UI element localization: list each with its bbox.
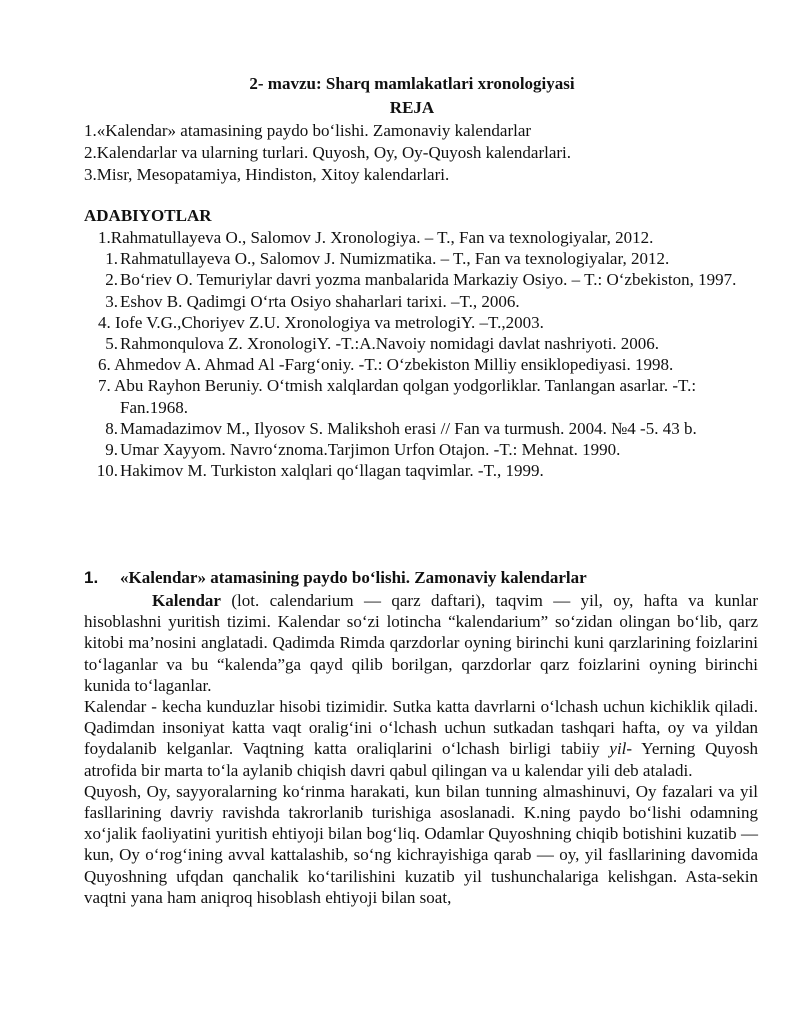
paragraph [84,696,758,781]
plan-heading: REJA [389,98,435,117]
reference-number: 4. [98,312,111,332]
reference-number: 8. [105,418,118,438]
reference-text: Rahmatullayeva O., Salomov J. Xronologiya. – T., Fan va texnologiyalar, 2012. [110,228,654,247]
reference-item [84,227,764,248]
paragraph-text: Kalendar - kecha kunduzlar hisobi tizimidir. Sutka katta davrlarni o‘lchash uchun kichiklik qiladi. Qadimdan insoniyat katta vaqt oralig‘ini o‘lchash uchun sutkadan tashqari hafta, oy va yildan foydalanib kelganlar. Vaqtning katta oraliqlarini o‘lchash birligi tabiiy [84,697,758,759]
reference-text: Iofe V.G.,Choriyev Z.U. Xronologiya va metrologiY. –T.,2003. [115,312,544,332]
plan-item: 2.Kalendarlar va ularning turlari. Quyosh, Oy, Oy-Quyosh kalendarlari. [84,143,572,162]
reference-item [84,333,764,354]
references-heading: ADABIYOTLAR [84,206,212,225]
italic-term: yil- [609,739,633,759]
reference-text-continued: Fan.1968. [120,397,188,417]
reference-item [84,439,764,460]
reference-number: 1. [105,249,118,269]
reference-number: 10. [96,461,118,481]
reference-number: 3. [105,291,118,311]
reference-text: Mamadazimov M., Ilyosov S. Malikshoh erasi // Fan va turmush. 2004. №4 -5. 43 b. [120,418,697,438]
reference-item [84,269,764,290]
paragraph-text: Quyosh, Oy, sayyoralarning ko‘rinma harakati, kun bilan tunning almashinuvi, Oy fazalari va yil fasllarining davriy ravishda takrorlanib turishiga asoslanadi. K.ning paydo bo‘lishi odamning xo‘jalik faoliyatini yuritish ehtiyoji bilan bog‘liq. Odamlar Quyoshning chiqib botishini kuzatib — kun, Oy o‘rog‘ining avval kattalashib, so‘ng kichrayishiga qarab — oy, yil fasllarining davomida Quyoshning ufqdan qanchalik ko‘tarilishini kuzatib yil tushunchalariga kelishgan. Asta-sekin vaqtni yana ham aniqroq hisoblash ehtiyoji bilan soat, [84,781,758,907]
plan-item: 3.Misr, Mesopatamiya, Hindiston, Xitoy kalendarlari. [84,165,450,184]
section-heading [84,567,764,589]
reference-text: Eshov B. Qadimgi O‘rta Osiyo shaharlari tarixi. –T., 2006. [120,291,520,311]
reference-item [84,418,764,439]
reference-text: Ahmedov A. Ahmad Al -Farg‘oniy. -T.: O‘zbekiston Milliy ensiklopediyasi. 1998. [114,355,674,375]
reference-item [84,460,764,481]
reference-number: 1. [98,228,111,247]
section-number: 1. [84,568,99,587]
plan-list [84,120,764,186]
reference-item [84,248,764,269]
reference-text: Rahmatullayeva O., Salomov J. Numizmatika. – T., Fan va texnologiyalar, 2012. [120,249,670,269]
reference-text: Hakimov M. Turkiston xalqlari qo‘llagan taqvimlar. -T., 1999. [120,461,544,481]
keyword: Kalendar [152,591,221,610]
reference-item [84,291,764,312]
section-body [84,590,758,908]
paragraph-text: (lot. calendarium — qarz daftari), taqvim — yil, oy, hafta va kunlar hisoblashni yuritish tizimi. Kalendar so‘zi lotincha “kalendarium” so‘zidan olingan bo‘lib, qarz kitobi ma’nosini anglatadi. Qadimda Rimda qarzdorlar oyning birinchi kuni qarzlarining foizlarini to‘laganlar va bu “kalenda”ga qayd qilib borilgan, qarzdorlar qarz foizlarini oyning birinchi kunida to‘laganlar. [84,591,758,695]
reference-item [84,375,764,417]
reference-number: 5. [105,334,118,354]
reference-text: Rahmonqulova Z. XronologiY. -T.:A.Navoiy nomidagi davlat nashriyoti. 2006. [120,334,660,354]
paragraph [84,590,758,696]
reference-number: 2. [105,270,118,290]
reference-text: Abu Rayhon Beruniy. O‘tmish xalqlardan qolgan yodgorliklar. Tanlangan asarlar. -T.: [114,376,697,396]
reference-number: 7. [98,376,111,396]
reference-number: 9. [105,440,118,460]
reference-text: Umar Xayyom. Navro‘znoma.Tarjimon Urfon Otajon. -T.: Mehnat. 1990. [120,440,621,460]
reference-text: Bo‘riev O. Temuriylar davri yozma manbalarida Markaziy Osiyo. – T.: O‘zbekiston, 1997. [120,270,737,290]
reference-item [84,312,764,333]
document-title: 2- mavzu: Sharq mamlakatlari xronologiyasi [249,74,575,93]
reference-number: 6. [98,355,111,375]
plan-item: 1.«Kalendar» atamasining paydo bo‘lishi. Zamonaviy kalendarlar [84,121,532,140]
paragraph-text: Yerning Quyosh atrofida bir marta to‘la aylanib chiqish davri qabul qilingan va u kalendar yili deb ataladi. [84,739,758,780]
section-title: «Kalendar» atamasining paydo bo‘lishi. Zamonaviy kalendarlar [120,568,587,587]
references-list [84,227,764,481]
paragraph [84,781,758,908]
reference-item [84,354,764,375]
